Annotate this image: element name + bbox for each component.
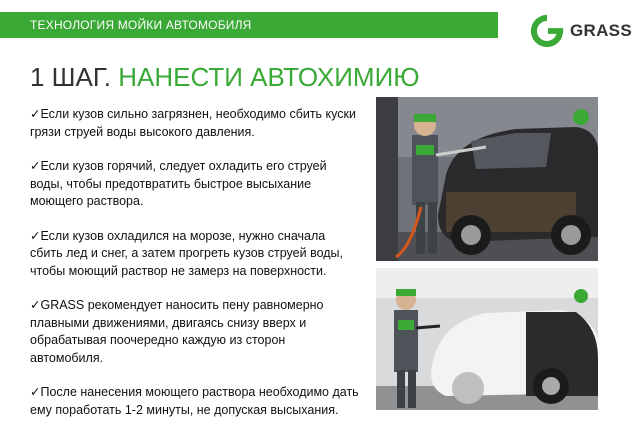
brand-name: GRASS xyxy=(570,21,632,40)
brand-logo xyxy=(528,12,632,50)
page-title xyxy=(30,62,420,93)
title-action: НАНЕСТИ АВТОХИМИЮ xyxy=(118,62,420,92)
instruction-item: ✓После нанесения моющего раствора необходимо дать ему поработать 1-2 минуты, не допуская высыхания. xyxy=(30,385,359,417)
instruction-list xyxy=(30,106,360,436)
washing-dirty-car-photo xyxy=(376,97,598,261)
header-bar-text: ТЕХНОЛОГИЯ МОЙКИ АВТОМОБИЛЯ xyxy=(30,18,252,32)
instruction-item: ✓GRASS рекомендует наносить пену равномерно плавными движениями, двигаясь снизу вверх и обрабатывая поочередно каждую из сторон автомобиля. xyxy=(30,298,324,365)
instruction-item: ✓Если кузов охладился на морозе, нужно сначала сбить лед и снег, а затем прогреть кузов струей воды, чтобы моющий раствор не замерз на поверхности. xyxy=(30,228,343,278)
foam-covered-car-photo xyxy=(376,268,598,410)
instruction-item: ✓Если кузов горячий, следует охладить его струей воды, чтобы предотвратить быстрое высыхание моющего раствора. xyxy=(30,159,327,208)
header-bar xyxy=(0,12,498,38)
instruction-item: ✓Если кузов сильно загрязнен, необходимо сбить куски грязи струей воды высокого давления. xyxy=(30,107,356,139)
grass-logo-icon xyxy=(528,12,566,50)
title-step: 1 ШАГ. xyxy=(30,62,111,92)
